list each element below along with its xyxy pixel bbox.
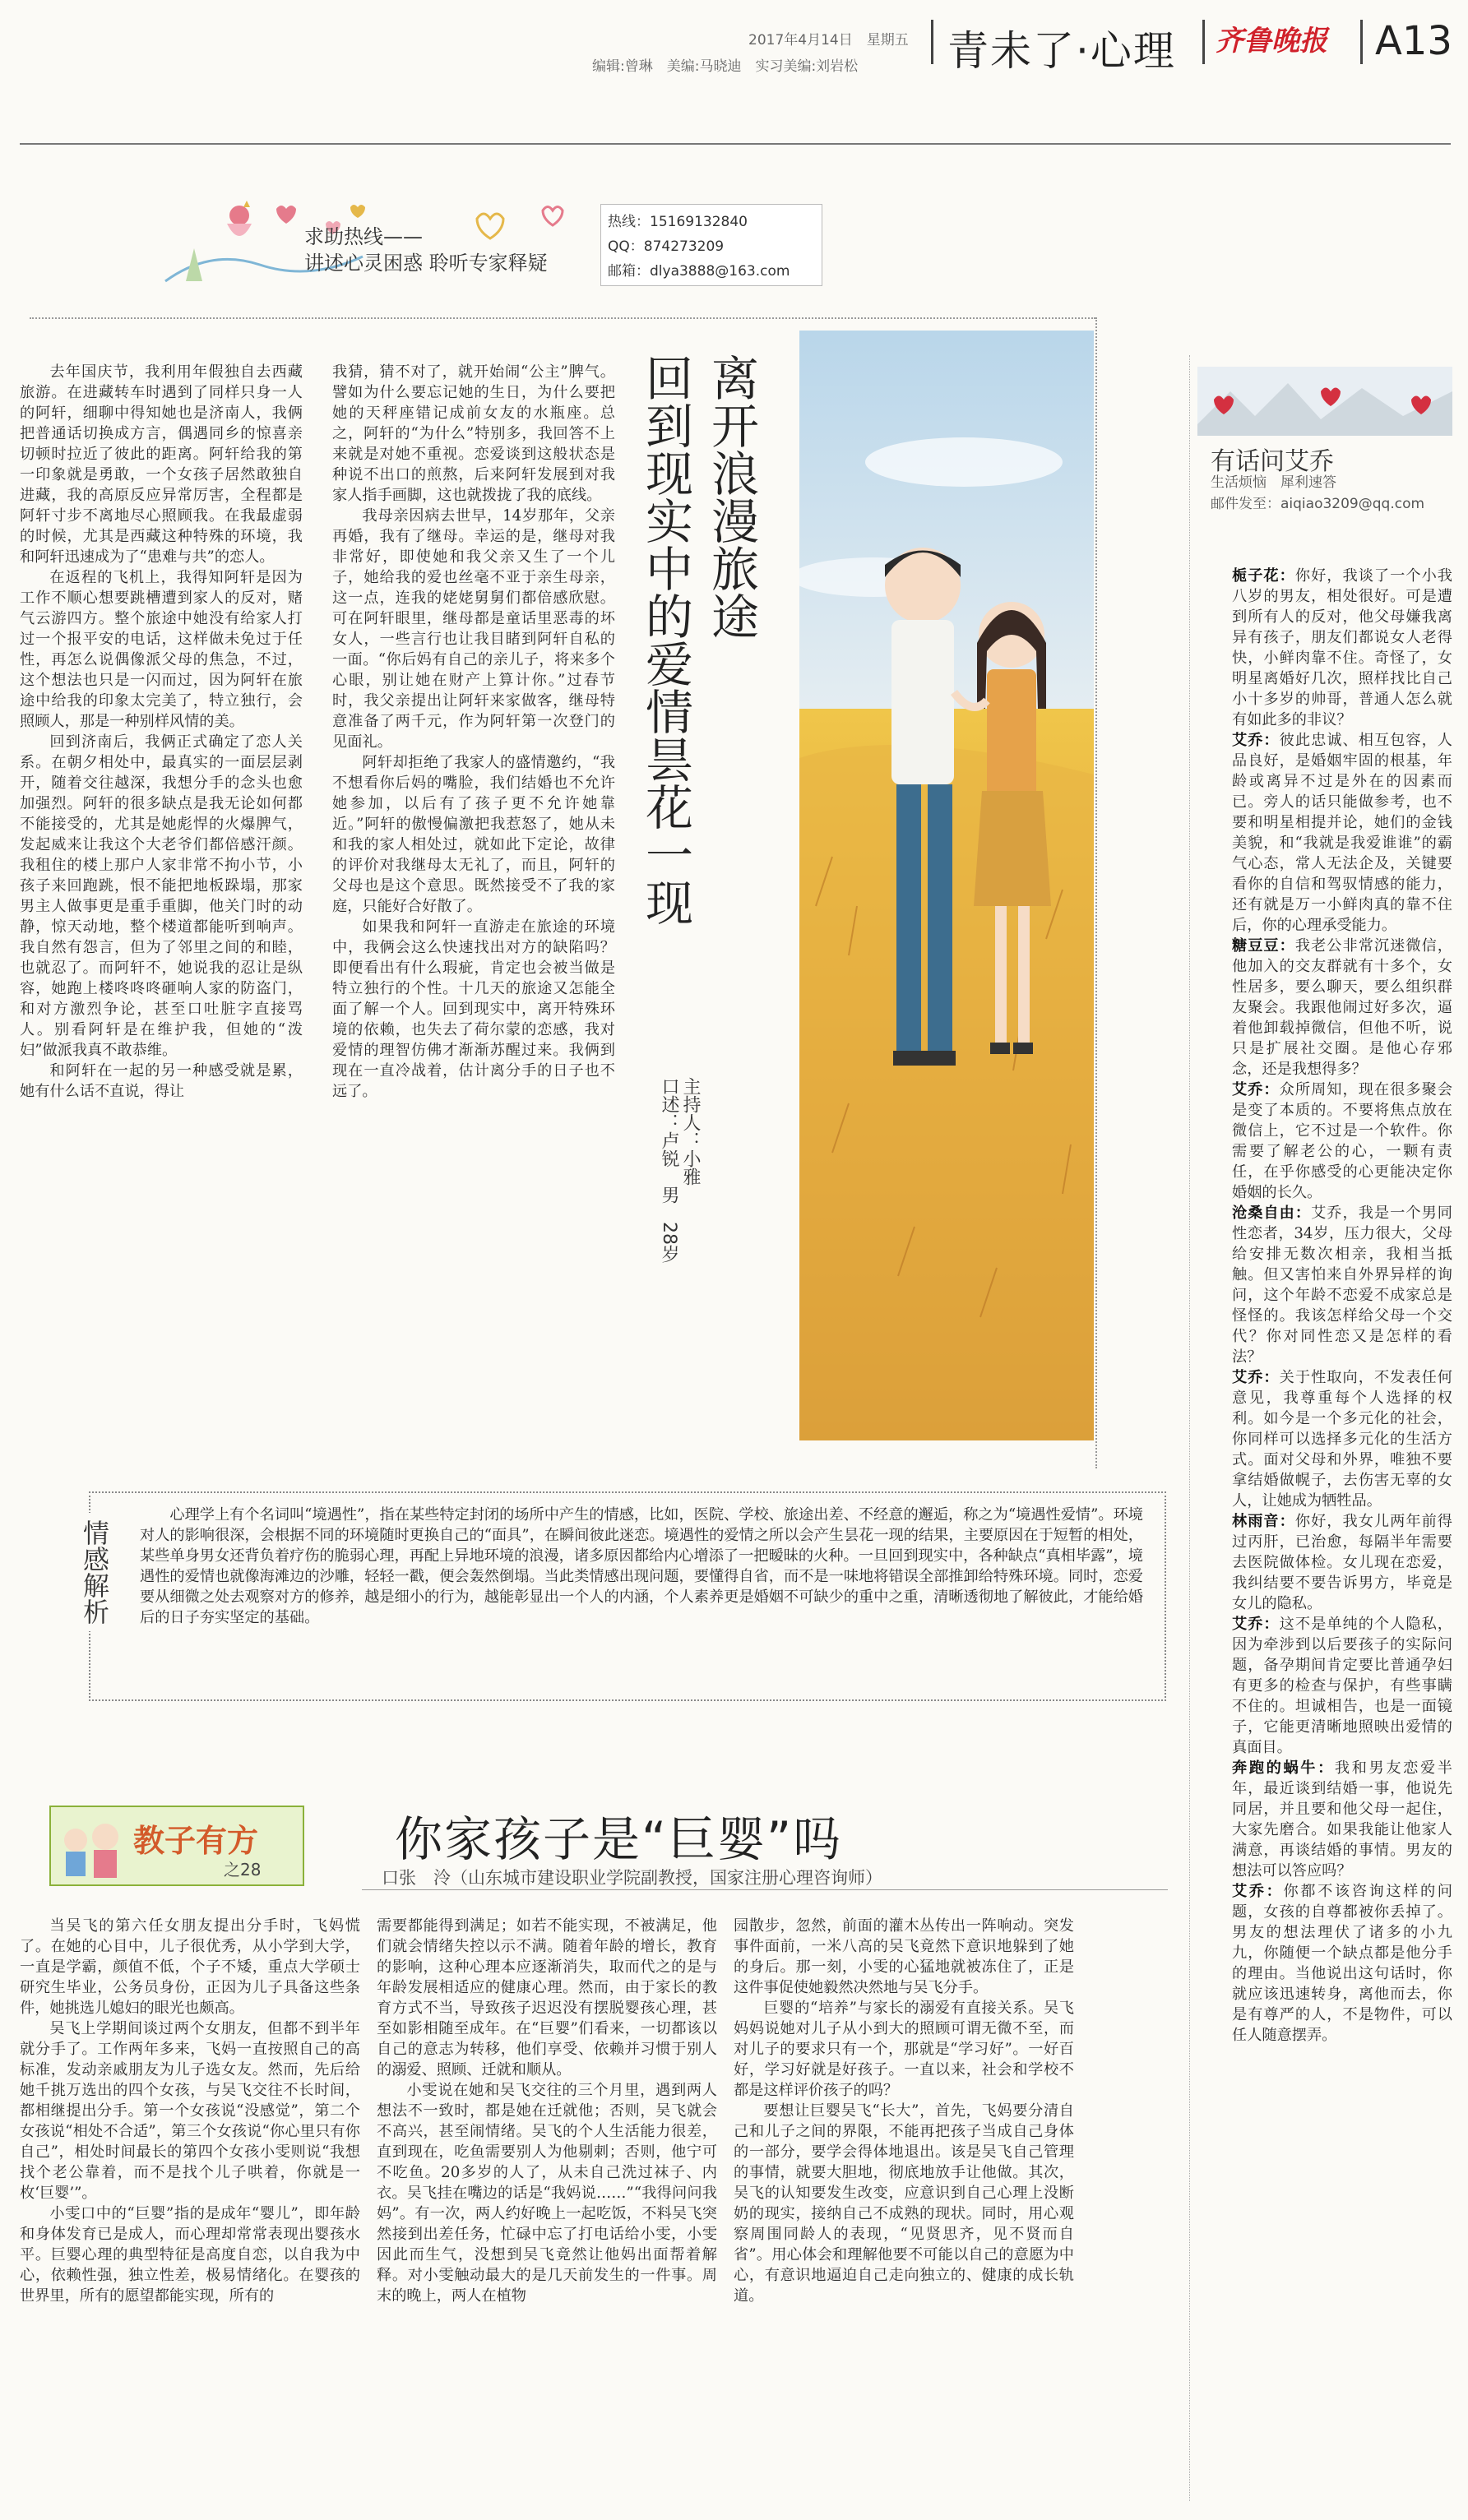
qa-text: 你好，我女儿两年前得过丙肝，已治愈，每隔半年需要去医院做体检。女儿现在恋爱，我纠结要不要告诉男方，毕竟是女儿的隐私。 bbox=[1232, 1513, 1452, 1612]
hotline-heading: 求助热线—— bbox=[304, 225, 423, 248]
analysis-text: 心理学上有个名词叫“境遇性”，指在某些特定封闭的场所中产生的情感，比如，医院、学校、旅途出差、不经意的邂逅，称之为“境遇性爱情”。环境对人的影响很深，会根据不同的环境随时更换自己的“面具”，在瞬间彼此迷恋。境遇性的爱情之所以会产生昙花一现的结果，主要原因在于短暂的相处，某些单身男女还背负着疗伤的脆弱心理，再配上异地环境的浪漫，诸多原因都给内心增添了一把暧昧的火种。一旦回到现实中，各种缺点“真相毕露”，境遇性的爱情也就像海滩边的沙雕，轻轻一戳，便会轰然倒塌。当此类情感出现问题，要懂得自省，而不是一味地将错误全部推卸给特殊环境。同时，恋爱要从细微之处去观察对方的修养，越是细小的行为，越能彰显出一个人的内涵，个人素养更是婚姻不可缺少的重中之重，清晰透彻地了解彼此，才能给婚后的日子夯实坚定的基础。 bbox=[140, 1506, 1143, 1626]
qa-item bbox=[1232, 1881, 1452, 2046]
qa-item bbox=[1232, 1758, 1452, 1881]
issue-date: 2017年4月14日 星期五 bbox=[748, 32, 909, 49]
hotline-qq: QQ：874273209 bbox=[608, 238, 725, 255]
article2-column-2 bbox=[377, 1916, 717, 2306]
qa-text: 我和男友恋爱半年，最近谈到结婚一事，他说先同居，并且要和他父母一起住，大家先磨合。如果我能让他家人满意，再谈结婚的事情。男友的想法可以答应吗？ bbox=[1232, 1759, 1452, 1880]
answerer-name: 艾乔： bbox=[1232, 1616, 1280, 1633]
article1-column-2 bbox=[332, 362, 615, 1102]
qa-text: 我老公非常沉迷微信，他加入的交友群就有十多个，女性居多，要么聊天，要么组织群友聚会。我跟他闹过好多次，逼着他卸载掉微信，但他不听，说只是扩展社交圈。是他心存邪念，还是我想得多？ bbox=[1232, 937, 1452, 1078]
paragraph: 如果我和阿轩一直游走在旅途的环境中，我俩会这么快速找出对方的缺陷吗？即便看出有什么瑕疵，肯定也会被当做是特立独行的个性。十几天的旅途又怎能全面了解一个人。回到现实中，离开特殊环境的依赖，也失去了荷尔蒙的恋感，我对爱情的理智仿佛才渐渐苏醒过来。我俩到现在一直冷战着，估计离分手的日子也不远了。 bbox=[332, 918, 615, 1100]
article-frame-top bbox=[30, 317, 1095, 319]
answerer-name: 艾乔： bbox=[1232, 1883, 1284, 1900]
paragraph: 去年国庆节，我利用年假独自去西藏旅游。在进藏转车时遇到了同样只身一人的阿轩，细聊中得知她也是济南人，我俩把普通话切换成方言，偶遇同乡的惊喜亲切顿时拉近了彼此的距离。阿轩给我的第一印象就是勇敢，一个女孩子居然敢独自进藏，我的高原反应异常厉害，全程都是阿轩寸步不离地尽心照顾我。在我最虚弱的时候，尤其是西藏这种特殊的环境，我和阿轩迅速成为了“患难与共”的恋人。 bbox=[20, 363, 303, 566]
qa-item bbox=[1232, 730, 1452, 936]
paragraph: 小雯说在她和吴飞交往的三个月里，遇到两人想法不一致时，都是她在迁就他；否则，吴飞就会不高兴，甚至闹情绪。吴飞的个人生活能力很差，直到现在，吃鱼需要别人为他剔刺；否则，他宁可不吃鱼。20多岁的人了，从未自己洗过袜子、内衣。吴飞挂在嘴边的话是“我妈说……”“我得问问我妈”。有一次，两人约好晚上一起吃饭，不料吴飞突然接到出差任务，忙碌中忘了打电话给小雯，小雯因此而生气，没想到吴飞竟然让他妈出面帮着解释。对小雯触动最大的是几天前发生的一件事。周末的晚上，两人在植物 bbox=[377, 2082, 717, 2305]
paragraph: 巨婴的“培养”与家长的溺爱有直接关系。吴飞妈妈说她对儿子从小到大的照顾可谓无微不至，而对儿子的要求只有一个，那就是“学习好”。一好百好，学习好就是好孩子。一直以来，社会和学校不都是这样评价孩子的吗？ bbox=[734, 2000, 1074, 2099]
column-logo bbox=[49, 1806, 304, 1886]
hotline-email: 邮箱：dlya3888@163.com bbox=[608, 263, 790, 280]
hotline-phone: 热线：15169132840 bbox=[608, 214, 748, 230]
article1-title-line2: 回到现实中的爱情昙花一现 bbox=[637, 354, 693, 926]
asker-name: 林雨音： bbox=[1232, 1513, 1295, 1530]
article2-byline: 口张 泠（山东城市建设职业学院副教授，国家注册心理咨询师） bbox=[382, 1868, 882, 1888]
asker-name: 栀子花： bbox=[1232, 567, 1295, 585]
qa-item bbox=[1232, 1614, 1452, 1758]
qa-item bbox=[1232, 1367, 1452, 1511]
paragraph: 我母亲因病去世早，14岁那年，父亲再婚，我有了继母。幸运的是，继母对我非常好，即使她和我父亲又生了一个儿子，她给我的爱也丝毫不亚于亲生母亲，这一点，连我的姥姥舅舅们都倍感欣慰。可在阿轩眼里，继母都是童话里恶毒的坏女人，一些言行也让我目睹到阿轩自私的一面。“你后妈有自己的亲儿子，将来多个心眼，别让她在财产上算计你。”过春节时，我父亲提出让阿轩来家做客，继母特意准备了两千元，作为阿轩第一次登门的见面礼。 bbox=[332, 507, 615, 751]
column-issue: 之28 bbox=[224, 1860, 262, 1880]
asker-name: 糖豆豆： bbox=[1232, 937, 1295, 955]
hotline-subheading: 讲述心灵困惑 聆听专家释疑 bbox=[304, 252, 548, 275]
paragraph: 和阿轩在一起的另一种感受就是累，她有什么话不直说，得让 bbox=[20, 1062, 303, 1100]
answerer-name: 艾乔： bbox=[1232, 1081, 1280, 1098]
article2-title: 你家孩子是“巨婴”吗 bbox=[395, 1811, 843, 1867]
asker-name: 奔跑的蜗牛： bbox=[1232, 1759, 1335, 1777]
paragraph: 我猜，猜不对了，就开始闹“公主”脾气。譬如为什么要忘记她的生日，为什么要把她的天秤座错记成前女友的水瓶座。总之，阿轩的“为什么”特别多，我回答不上来就是对她不重视。恋爱谈到这般状态是种说不出口的煎熬，后来阿轩发展到对我家人指手画脚，这也就拨拢了我的底线。 bbox=[332, 363, 615, 504]
header-rule bbox=[20, 143, 1451, 145]
paragraph: 当吴飞的第六任女朋友提出分手时，飞妈慌了。在她的心目中，儿子很优秀，从小学到大学，一直是学霸，颜值不低，个子不矮，重点大学硕士研究生毕业，公务员身份，正因为儿子具备这些条件，她挑选儿媳妇的眼光也颇高。 bbox=[20, 1917, 360, 2017]
paragraph: 需要都能得到满足；如若不能实现，不被满足，他们就会情绪失控以示不满。随着年龄的增长，教育的影响，这种心理本应逐渐消失，取而代之的是与年龄发展相适应的健康心理。然而，由于家长的教育方式不当，导致孩子迟迟没有摆脱婴孩心理，甚至如影相随至成年。在“巨婴”们看来，一切都该以自己的意志为转移，他们享受、依赖并习惯于别人的溺爱、照顾、迁就和顺从。 bbox=[377, 1917, 717, 2078]
paragraph: 园散步，忽然，前面的灌木丛传出一阵响动。突发事件面前，一米八高的吴飞竟然下意识地躲到了她的身后。那一刻，小雯的心猛地就被冻住了，正是这件事促使她毅然决然地与吴飞分手。 bbox=[734, 1917, 1074, 1996]
newspaper-logo: 齐鲁晚报 bbox=[1216, 25, 1327, 58]
answerer-name: 艾乔： bbox=[1232, 1369, 1280, 1386]
children-illustration bbox=[56, 1812, 125, 1881]
couple-illustration bbox=[799, 331, 1094, 1440]
qa-item bbox=[1232, 1080, 1452, 1203]
article2-rule bbox=[362, 1889, 1168, 1890]
sidebar-banner-art bbox=[1197, 367, 1452, 436]
hotline-contact-box bbox=[600, 204, 822, 286]
qa-text: 关于性取向，不发表任何意见，我尊重每个人选择的权利。如今是一个多元化的社会，你同样可以选择多元化的生活方式。面对父母和外界，唯独不要拿结婚做幌子，去伤害无辜的女人，让她成为牺牲品。 bbox=[1232, 1369, 1452, 1510]
qa-text: 艾乔，我是一个男同性恋者，34岁，压力很大，父母给安排无数次相亲，我相当抵触。但又害怕来自外界异样的询问，这个年龄不恋爱不成家总是怪怪的。我该怎样给父母一个交代？你对同性恋又是怎样的看法？ bbox=[1232, 1205, 1452, 1366]
header-divider bbox=[931, 20, 933, 64]
article1-column-1 bbox=[20, 362, 303, 1102]
editor-credits: 编辑:曾琳 美编:马晓迪 实习美编:刘岩松 bbox=[592, 58, 859, 75]
analysis-label: 情感解析 bbox=[76, 1513, 113, 1631]
qa-text: 你都不该咨询这样的问题，女孩的自尊都被你丢掉了。男友的想法理伏了诸多的小九九，你随便一个缺点都是他分手的理由。当他说出这句话时，你就应该迅速转身，离他而去，你是有尊严的人，不是物件，可以任人随意摆弄。 bbox=[1232, 1883, 1452, 2044]
paragraph: 在返程的飞机上，我得知阿轩是因为工作不顺心想要跳槽遭到家人的反对，赌气云游四方。整个旅途中她没有给家人打过一个报平安的电话，这样做未免过于任性，再怎么说偶像派父母的焦急，不过，这个想法也只是一闪而过，因为阿轩在旅途中给我的印象太完美了，特立独行，会照顾人，那是一种别样风情的美。 bbox=[20, 569, 303, 730]
header-divider bbox=[1360, 20, 1363, 64]
qa-item bbox=[1232, 936, 1452, 1080]
qa-item bbox=[1232, 1203, 1452, 1367]
sidebar-email: 邮件发至：aiqiao3209@qq.com bbox=[1211, 496, 1425, 512]
host-credit: 主持人：小雅 bbox=[680, 1077, 701, 1186]
paragraph: 要想让巨婴吴飞“长大”，首先，飞妈要分清自己和儿子之间的界限，不能再把孩子当成自己身体的一部分，要学会得体地退出。该是吴飞自己管理的事情，就要大胆地，彻底地放手让他做。其次，吴飞的认知要发生改变，应意识到自己心理上没断奶的现实，接纳自己不成熟的现状。同时，用心观察周围同龄人的表现，“见贤思齐，见不贤而自省”。用心体会和理解他要不可能以自己的意愿为中心，有意识地逼迫自己走向独立的、健康的成长轨道。 bbox=[734, 2102, 1074, 2305]
qa-text: 众所周知，现在很多聚会是变了本质的。不要将焦点放在微信上，它不过是一个软件。你需要了解老公的心，一颗有责任，在乎你感受的心更能决定你婚姻的长久。 bbox=[1232, 1081, 1452, 1201]
article2-column-1 bbox=[20, 1916, 360, 2306]
sidebar-qa-list bbox=[1232, 566, 1452, 2046]
article-frame-right bbox=[1095, 317, 1097, 1468]
column-name: 教子有方 bbox=[133, 1823, 259, 1859]
asker-name: 沧桑自由： bbox=[1232, 1205, 1312, 1222]
qa-text: 彼此忠诚、相互包容，人品良好，是婚姻牢固的根基，年龄或离异不过是外在的因素而已。旁人的话只能做参考，也不要和明星相提并论，她们的金钱美貌，和“我就是我爱谁谁”的霸气心态，常人无法企及，关键要看你的自信和驾驭情感的能力，还有就是万一小鲜肉真的靠不住后，你的心理承受能力。 bbox=[1232, 732, 1452, 934]
sidebar-title: 有话问艾乔 bbox=[1211, 447, 1334, 476]
article1-title-line1: 离开浪漫旅途 bbox=[703, 354, 759, 640]
answerer-name: 艾乔： bbox=[1232, 732, 1280, 749]
qa-text: 你好，我谈了一个小我八岁的男友，相处很好。可是遭到所有人的反对，他父母嫌我离异有孩子，朋友们都说女人老得快，小鲜肉靠不住。奇怪了，女明星离婚好几次，照样找比自己小十多岁的帅哥，普通人怎么就有如此多的非议？ bbox=[1232, 567, 1452, 728]
qa-item bbox=[1232, 566, 1452, 730]
sidebar-subtitle: 生活烦恼 犀利速答 bbox=[1211, 474, 1336, 491]
sidebar-divider bbox=[1189, 355, 1190, 2501]
qa-text: 这不是单纯的个人隐私，因为牵涉到以后要孩子的实际问题，备孕期间肯定要比普通孕妇有更多的检查与保护，有些事瞒不住的。坦诚相告，也是一面镜子，它能更清晰地照映出爱情的真面目。 bbox=[1232, 1616, 1452, 1756]
page-number: A13 bbox=[1375, 18, 1452, 64]
qa-item bbox=[1232, 1511, 1452, 1614]
narrator-credit: 口述：卢锐 男 28岁 bbox=[659, 1077, 679, 1263]
article2-column-3 bbox=[734, 1916, 1074, 2306]
section-title: 青未了·心理 bbox=[947, 27, 1176, 75]
paragraph: 阿轩却拒绝了我家人的盛情邀约，“我不想看你后妈的嘴脸，我们结婚也不允许她参加，以后有了孩子更不允许她靠近。”阿轩的傲慢偏激把我惹怒了，她从未和我的家人相处过，就如此下定论，故律的评价对我继母太无礼了，而且，阿轩的父母也是这个意思。既然接受不了我的家庭，只能好合好散了。 bbox=[332, 754, 615, 915]
paragraph: 吴飞上学期间谈过两个女朋友，但都不到半年就分手了。工作两年多来，飞妈一直按照自己的高标准，发动亲戚朋友为儿子选女友。然而，先后给她千挑万选出的四个女孩，与吴飞交往不长时间，都相继提出分手。第一个女孩说“没感觉”，第二个女孩说“相处不合适”，第三个女孩说“你心里只有你自己”，相处时间最长的第四个女孩小雯则说“我想找个老公靠着，而不是找个儿子哄着，你就是一枚‘巨婴’”。 bbox=[20, 2020, 360, 2202]
article1-byline bbox=[658, 1077, 701, 1263]
paragraph: 小雯口中的“巨婴”指的是成年“婴儿”，即年龄和身体发育已是成人，而心理却常常表现出婴孩水平。巨婴心理的典型特征是高度自恋，以自我为中心，依赖性强，独立性差，极易情绪化。在婴孩的世界里，所有的愿望都能实现，所有的 bbox=[20, 2205, 360, 2305]
header-divider bbox=[1202, 20, 1205, 64]
paragraph: 回到济南后，我俩正式确定了恋人关系。在朝夕相处中，最真实的一面层层剥开，随着交往越深，我想分手的念头也愈加强烈。阿轩的很多缺点是我无论如何都不能接受的，尤其是她彪悍的火爆脾气，发起威来让我这个大老爷们都倍感汗颜。我租住的楼上那户人家非常不拘小节，小孩子来回跑跳，恨不能把地板跺塌，那家男主人做事更是重手重脚，他关门时的动静，惊天动地，整个楼道都能听到响声。我自然有怨言，但为了邻里之间的和睦，也就忍了。而阿轩不，她说我的忍让是纵容，她跑上楼咚咚咚砸响人家的防盗门，和对方激烈争论，甚至口吐脏字直接骂人。别看阿轩是在维护我，但她的“泼妇”做派我真不敢恭维。 bbox=[20, 733, 303, 1059]
heart-decoration bbox=[461, 194, 592, 252]
